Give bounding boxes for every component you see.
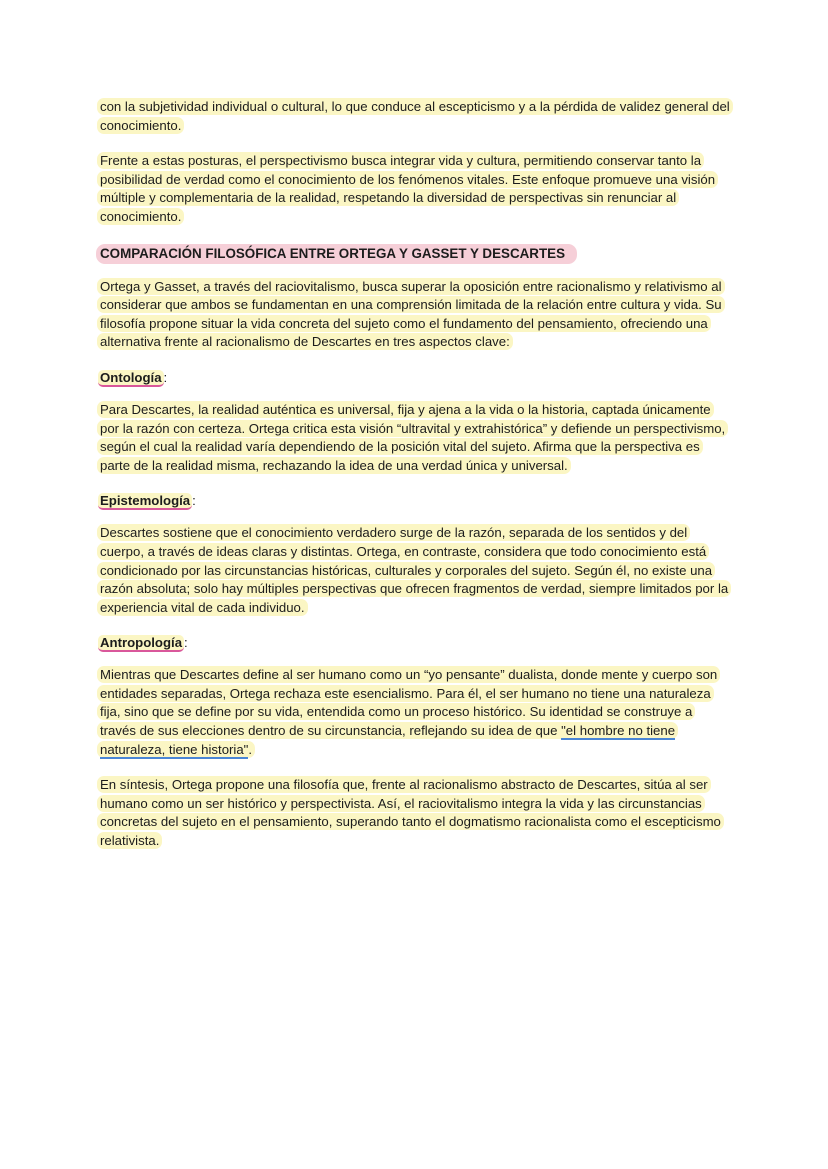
paragraph-text-after-quote: . <box>248 741 253 757</box>
paragraph-ortega-intro <box>100 278 730 352</box>
paragraph-sintesis <box>100 776 730 850</box>
section-heading: COMPARACIÓN FILOSÓFICA ENTRE ORTEGA Y GASSET Y DESCARTES <box>96 244 577 264</box>
subheading-epistemologia-block <box>100 492 730 510</box>
subheading-colon: : <box>184 635 188 651</box>
ortega-quote: "el hombre no tiene naturaleza, tiene historia" <box>100 723 676 757</box>
paragraph-text: con la subjetividad individual o cultural, lo que conduce al escepticismo y a la pérdida de validez general del conocimiento. <box>97 98 733 134</box>
paragraph-text: Ortega y Gasset, a través del raciovitalismo, busca superar la oposición entre racionalismo y relativismo al considerar que ambos se fundamentan en una comprensión limitada de la relación entre cultura y vida. Su filosofía propone situar la vida concreta del sujeto como el fundamento del pensamiento, ofreciendo una alternativa frente al racionalismo de Descartes en tres aspectos clave: <box>97 278 725 351</box>
subheading-label: Epistemología <box>100 493 191 509</box>
subheading-antropologia-block <box>100 634 730 652</box>
subheading-label: Antropología <box>100 635 183 651</box>
subheading-colon: : <box>163 369 168 385</box>
subheading-epistemologia <box>100 492 196 510</box>
paragraph-text: Frente a estas posturas, el perspectivismo busca integrar vida y cultura, permitiendo conservar tanto la posibilidad de verdad como el conocimiento de los fenómenos vitales. Este enfoque promueve una visión múltiple y complementaria de la realidad, respetando la diversidad de perspectivas sin renunciar al conocimiento. <box>97 152 718 225</box>
paragraph-antropologia <box>100 666 730 759</box>
section-heading-block <box>100 244 730 264</box>
paragraph-text: Para Descartes, la realidad auténtica es universal, fija y ajena a la vida o la historia, captada únicamente por la razón con certeza. Ortega critica esta visión “ultravital y extrahistórica” y defiende un perspectivismo, según el cual la realidad varía dependiendo de la posición vital del sujeto. Afirma que la perspectiva es parte de la realidad misma, rechazando la idea de una verdad única y universal. <box>97 401 728 474</box>
paragraph-perspectivismo <box>100 152 730 226</box>
subheading-label: Ontología <box>100 369 162 385</box>
paragraph-intro-continuation <box>100 98 730 135</box>
document-page <box>100 98 730 868</box>
paragraph-ontologia <box>100 401 730 475</box>
subheading-ontologia <box>100 369 167 387</box>
paragraph-text: Descartes sostiene que el conocimiento verdadero surge de la razón, separada de los sentidos y del cuerpo, a través de ideas claras y distintas. Ortega, en contraste, considera que todo conocimiento está condicionado por las circunstancias históricas, culturales y corporales del sujeto. Según él, no existe una razón absoluta; solo hay múltiples perspectivas que ofrecen fragmentos de verdad, siempre limitados por la experiencia vital de cada individuo. <box>97 524 731 615</box>
paragraph-text: En síntesis, Ortega propone una filosofía que, frente al racionalismo abstracto de Descartes, sitúa al ser humano como un ser histórico y perspectivista. Así, el raciovitalismo integra la vida y las circunstancias concretas del sujeto en el pensamiento, superando tanto el dogmatismo racionalista como el escepticismo relativista. <box>97 776 724 849</box>
paragraph-text <box>97 666 720 757</box>
paragraph-text-before-quote: Mientras que Descartes define al ser humano como un “yo pensante” dualista, donde mente y cuerpo son entidades separadas, Ortega rechaza este esencialismo. Para él, el ser humano no tiene una naturaleza fija, sino que se define por su vida, entendida como un proceso histórico. Su identidad se construye a través de sus elecciones dentro de su circunstancia, reflejando su idea de que <box>100 667 718 739</box>
subheading-antropologia <box>100 634 188 652</box>
subheading-ontologia-block <box>100 369 730 387</box>
subheading-colon: : <box>192 493 196 509</box>
paragraph-epistemologia <box>100 524 730 617</box>
